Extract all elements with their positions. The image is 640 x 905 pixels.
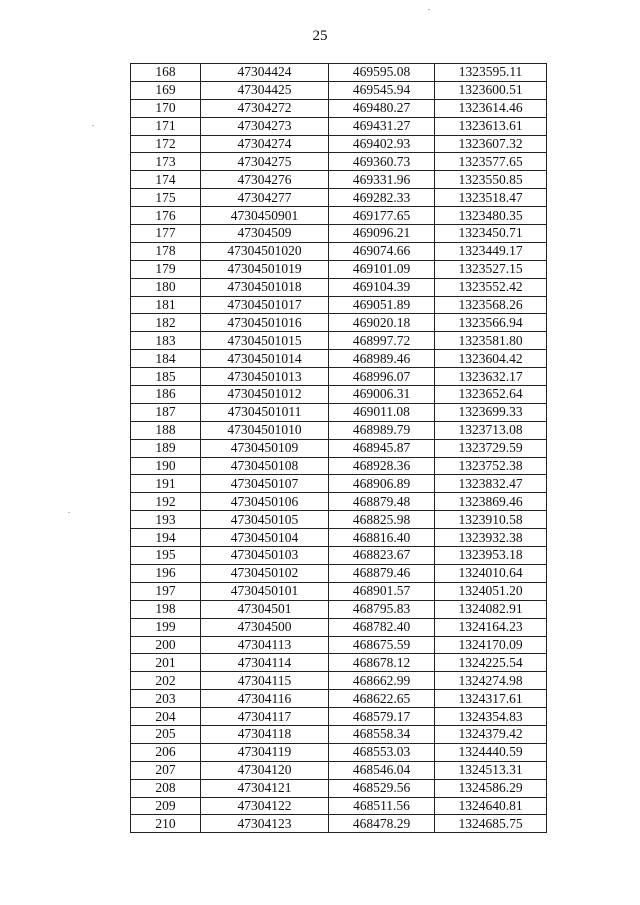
- y-coordinate-cell: 1323752.38: [435, 457, 547, 475]
- x-coordinate-cell: 468675.59: [329, 636, 435, 654]
- table-row: [131, 636, 547, 654]
- y-coordinate-cell: 1324082.91: [435, 600, 547, 618]
- code-cell: 47304424: [201, 64, 329, 82]
- x-coordinate-cell: 468996.07: [329, 368, 435, 386]
- row-number-cell: 197: [131, 582, 201, 600]
- x-coordinate-cell: 468879.46: [329, 564, 435, 582]
- row-number-cell: 176: [131, 207, 201, 225]
- code-cell: 47304114: [201, 654, 329, 672]
- scan-speck: [68, 512, 70, 513]
- row-number-cell: 209: [131, 797, 201, 815]
- y-coordinate-cell: 1323713.08: [435, 421, 547, 439]
- x-coordinate-cell: 468823.67: [329, 547, 435, 565]
- code-cell: 47304425: [201, 81, 329, 99]
- x-coordinate-cell: 468558.34: [329, 725, 435, 743]
- table-row: [131, 278, 547, 296]
- x-coordinate-cell: 469595.08: [329, 64, 435, 82]
- table-row: [131, 797, 547, 815]
- y-coordinate-cell: 1324274.98: [435, 672, 547, 690]
- code-cell: 4730450109: [201, 439, 329, 457]
- y-coordinate-cell: 1323518.47: [435, 189, 547, 207]
- x-coordinate-cell: 469331.96: [329, 171, 435, 189]
- table-row: [131, 457, 547, 475]
- row-number-cell: 181: [131, 296, 201, 314]
- code-cell: 47304501017: [201, 296, 329, 314]
- y-coordinate-cell: 1324640.81: [435, 797, 547, 815]
- code-cell: 47304501010: [201, 421, 329, 439]
- code-cell: 47304274: [201, 135, 329, 153]
- table-row: [131, 242, 547, 260]
- x-coordinate-cell: 468782.40: [329, 618, 435, 636]
- y-coordinate-cell: 1323480.35: [435, 207, 547, 225]
- x-coordinate-cell: 468989.46: [329, 350, 435, 368]
- code-cell: 47304501015: [201, 332, 329, 350]
- row-number-cell: 196: [131, 564, 201, 582]
- coordinates-table: [130, 63, 547, 833]
- row-number-cell: 183: [131, 332, 201, 350]
- row-number-cell: 174: [131, 171, 201, 189]
- table-row: [131, 386, 547, 404]
- y-coordinate-cell: 1324379.42: [435, 725, 547, 743]
- table-row: [131, 725, 547, 743]
- y-coordinate-cell: 1323729.59: [435, 439, 547, 457]
- table-row: [131, 99, 547, 117]
- table-row: [131, 815, 547, 833]
- x-coordinate-cell: 469051.89: [329, 296, 435, 314]
- y-coordinate-cell: 1323568.26: [435, 296, 547, 314]
- table-row: [131, 511, 547, 529]
- table-row: [131, 153, 547, 171]
- y-coordinate-cell: 1324010.64: [435, 564, 547, 582]
- code-cell: 47304113: [201, 636, 329, 654]
- code-cell: 47304117: [201, 708, 329, 726]
- table-body: [131, 64, 547, 833]
- x-coordinate-cell: 468678.12: [329, 654, 435, 672]
- code-cell: 47304118: [201, 725, 329, 743]
- x-coordinate-cell: 468928.36: [329, 457, 435, 475]
- table-row: [131, 690, 547, 708]
- code-cell: 4730450106: [201, 493, 329, 511]
- scan-speck: [92, 125, 94, 126]
- row-number-cell: 194: [131, 529, 201, 547]
- code-cell: 47304501018: [201, 278, 329, 296]
- y-coordinate-cell: 1323614.46: [435, 99, 547, 117]
- table-row: [131, 708, 547, 726]
- table-row: [131, 403, 547, 421]
- code-cell: 47304501012: [201, 386, 329, 404]
- table-row: [131, 421, 547, 439]
- row-number-cell: 200: [131, 636, 201, 654]
- table-row: [131, 743, 547, 761]
- y-coordinate-cell: 1323604.42: [435, 350, 547, 368]
- code-cell: 47304273: [201, 117, 329, 135]
- table-row: [131, 171, 547, 189]
- y-coordinate-cell: 1323450.71: [435, 225, 547, 243]
- y-coordinate-cell: 1323577.65: [435, 153, 547, 171]
- code-cell: 47304116: [201, 690, 329, 708]
- row-number-cell: 207: [131, 761, 201, 779]
- table-row: [131, 368, 547, 386]
- table-row: [131, 761, 547, 779]
- x-coordinate-cell: 469011.08: [329, 403, 435, 421]
- table-row: [131, 475, 547, 493]
- row-number-cell: 170: [131, 99, 201, 117]
- y-coordinate-cell: 1323632.17: [435, 368, 547, 386]
- row-number-cell: 173: [131, 153, 201, 171]
- x-coordinate-cell: 468989.79: [329, 421, 435, 439]
- x-coordinate-cell: 469104.39: [329, 278, 435, 296]
- y-coordinate-cell: 1324317.61: [435, 690, 547, 708]
- row-number-cell: 175: [131, 189, 201, 207]
- x-coordinate-cell: 468945.87: [329, 439, 435, 457]
- y-coordinate-cell: 1324586.29: [435, 779, 547, 797]
- code-cell: 47304501016: [201, 314, 329, 332]
- table-row: [131, 260, 547, 278]
- table-row: [131, 332, 547, 350]
- y-coordinate-cell: 1323932.38: [435, 529, 547, 547]
- code-cell: 47304276: [201, 171, 329, 189]
- row-number-cell: 187: [131, 403, 201, 421]
- y-coordinate-cell: 1323699.33: [435, 403, 547, 421]
- table-row: [131, 314, 547, 332]
- code-cell: 4730450901: [201, 207, 329, 225]
- code-cell: 47304119: [201, 743, 329, 761]
- code-cell: 4730450107: [201, 475, 329, 493]
- table-row: [131, 189, 547, 207]
- y-coordinate-cell: 1323600.51: [435, 81, 547, 99]
- code-cell: 47304501019: [201, 260, 329, 278]
- x-coordinate-cell: 469006.31: [329, 386, 435, 404]
- x-coordinate-cell: 469020.18: [329, 314, 435, 332]
- x-coordinate-cell: 468906.89: [329, 475, 435, 493]
- row-number-cell: 179: [131, 260, 201, 278]
- x-coordinate-cell: 469360.73: [329, 153, 435, 171]
- code-cell: 47304272: [201, 99, 329, 117]
- code-cell: 47304501020: [201, 242, 329, 260]
- y-coordinate-cell: 1323607.32: [435, 135, 547, 153]
- row-number-cell: 195: [131, 547, 201, 565]
- code-cell: 47304120: [201, 761, 329, 779]
- y-coordinate-cell: 1323652.64: [435, 386, 547, 404]
- table-row: [131, 547, 547, 565]
- code-cell: 4730450108: [201, 457, 329, 475]
- table-row: [131, 564, 547, 582]
- table-row: [131, 493, 547, 511]
- x-coordinate-cell: 468662.99: [329, 672, 435, 690]
- y-coordinate-cell: 1324170.09: [435, 636, 547, 654]
- table-row: [131, 779, 547, 797]
- y-coordinate-cell: 1323910.58: [435, 511, 547, 529]
- page-number: 25: [312, 28, 328, 44]
- row-number-cell: 190: [131, 457, 201, 475]
- row-number-cell: 206: [131, 743, 201, 761]
- code-cell: 47304500: [201, 618, 329, 636]
- table-row: [131, 207, 547, 225]
- x-coordinate-cell: 469480.27: [329, 99, 435, 117]
- x-coordinate-cell: 468511.56: [329, 797, 435, 815]
- table-row: [131, 600, 547, 618]
- row-number-cell: 185: [131, 368, 201, 386]
- table-row: [131, 225, 547, 243]
- code-cell: 4730450102: [201, 564, 329, 582]
- x-coordinate-cell: 469545.94: [329, 81, 435, 99]
- code-cell: 47304501014: [201, 350, 329, 368]
- table-row: [131, 582, 547, 600]
- table-row: [131, 529, 547, 547]
- y-coordinate-cell: 1323581.80: [435, 332, 547, 350]
- x-coordinate-cell: 468795.83: [329, 600, 435, 618]
- y-coordinate-cell: 1324051.20: [435, 582, 547, 600]
- row-number-cell: 199: [131, 618, 201, 636]
- row-number-cell: 188: [131, 421, 201, 439]
- y-coordinate-cell: 1323869.46: [435, 493, 547, 511]
- row-number-cell: 210: [131, 815, 201, 833]
- row-number-cell: 193: [131, 511, 201, 529]
- y-coordinate-cell: 1323953.18: [435, 547, 547, 565]
- code-cell: 47304115: [201, 672, 329, 690]
- x-coordinate-cell: 468825.98: [329, 511, 435, 529]
- table-row: [131, 654, 547, 672]
- row-number-cell: 203: [131, 690, 201, 708]
- code-cell: 47304509: [201, 225, 329, 243]
- code-cell: 47304121: [201, 779, 329, 797]
- y-coordinate-cell: 1323552.42: [435, 278, 547, 296]
- y-coordinate-cell: 1323832.47: [435, 475, 547, 493]
- row-number-cell: 191: [131, 475, 201, 493]
- y-coordinate-cell: 1323613.61: [435, 117, 547, 135]
- x-coordinate-cell: 468546.04: [329, 761, 435, 779]
- row-number-cell: 198: [131, 600, 201, 618]
- row-number-cell: 177: [131, 225, 201, 243]
- row-number-cell: 186: [131, 386, 201, 404]
- x-coordinate-cell: 468901.57: [329, 582, 435, 600]
- y-coordinate-cell: 1324225.54: [435, 654, 547, 672]
- row-number-cell: 202: [131, 672, 201, 690]
- code-cell: 47304501013: [201, 368, 329, 386]
- y-coordinate-cell: 1324354.83: [435, 708, 547, 726]
- code-cell: 4730450104: [201, 529, 329, 547]
- x-coordinate-cell: 468553.03: [329, 743, 435, 761]
- row-number-cell: 172: [131, 135, 201, 153]
- x-coordinate-cell: 468478.29: [329, 815, 435, 833]
- table-row: [131, 296, 547, 314]
- row-number-cell: 208: [131, 779, 201, 797]
- y-coordinate-cell: 1323449.17: [435, 242, 547, 260]
- table-row: [131, 350, 547, 368]
- x-coordinate-cell: 469177.65: [329, 207, 435, 225]
- y-coordinate-cell: 1324440.59: [435, 743, 547, 761]
- code-cell: 47304501011: [201, 403, 329, 421]
- code-cell: 4730450101: [201, 582, 329, 600]
- y-coordinate-cell: 1323527.15: [435, 260, 547, 278]
- row-number-cell: 184: [131, 350, 201, 368]
- code-cell: 47304275: [201, 153, 329, 171]
- x-coordinate-cell: 468529.56: [329, 779, 435, 797]
- table-row: [131, 135, 547, 153]
- row-number-cell: 189: [131, 439, 201, 457]
- table-row: [131, 672, 547, 690]
- table-row: [131, 439, 547, 457]
- code-cell: 47304122: [201, 797, 329, 815]
- y-coordinate-cell: 1323595.11: [435, 64, 547, 82]
- code-cell: 47304501: [201, 600, 329, 618]
- row-number-cell: 178: [131, 242, 201, 260]
- code-cell: 47304123: [201, 815, 329, 833]
- y-coordinate-cell: 1324513.31: [435, 761, 547, 779]
- row-number-cell: 169: [131, 81, 201, 99]
- x-coordinate-cell: 469101.09: [329, 260, 435, 278]
- code-cell: 47304277: [201, 189, 329, 207]
- row-number-cell: 205: [131, 725, 201, 743]
- row-number-cell: 182: [131, 314, 201, 332]
- x-coordinate-cell: 468816.40: [329, 529, 435, 547]
- row-number-cell: 201: [131, 654, 201, 672]
- x-coordinate-cell: 469096.21: [329, 225, 435, 243]
- row-number-cell: 168: [131, 64, 201, 82]
- x-coordinate-cell: 468579.17: [329, 708, 435, 726]
- row-number-cell: 204: [131, 708, 201, 726]
- y-coordinate-cell: 1324685.75: [435, 815, 547, 833]
- scan-speck: [428, 9, 430, 10]
- x-coordinate-cell: 469402.93: [329, 135, 435, 153]
- y-coordinate-cell: 1324164.23: [435, 618, 547, 636]
- x-coordinate-cell: 468622.65: [329, 690, 435, 708]
- row-number-cell: 192: [131, 493, 201, 511]
- row-number-cell: 171: [131, 117, 201, 135]
- row-number-cell: 180: [131, 278, 201, 296]
- x-coordinate-cell: 469074.66: [329, 242, 435, 260]
- x-coordinate-cell: 468879.48: [329, 493, 435, 511]
- code-cell: 4730450103: [201, 547, 329, 565]
- code-cell: 4730450105: [201, 511, 329, 529]
- table-row: [131, 618, 547, 636]
- x-coordinate-cell: 468997.72: [329, 332, 435, 350]
- table-row: [131, 81, 547, 99]
- table-row: [131, 117, 547, 135]
- y-coordinate-cell: 1323550.85: [435, 171, 547, 189]
- table-row: [131, 64, 547, 82]
- x-coordinate-cell: 469431.27: [329, 117, 435, 135]
- x-coordinate-cell: 469282.33: [329, 189, 435, 207]
- y-coordinate-cell: 1323566.94: [435, 314, 547, 332]
